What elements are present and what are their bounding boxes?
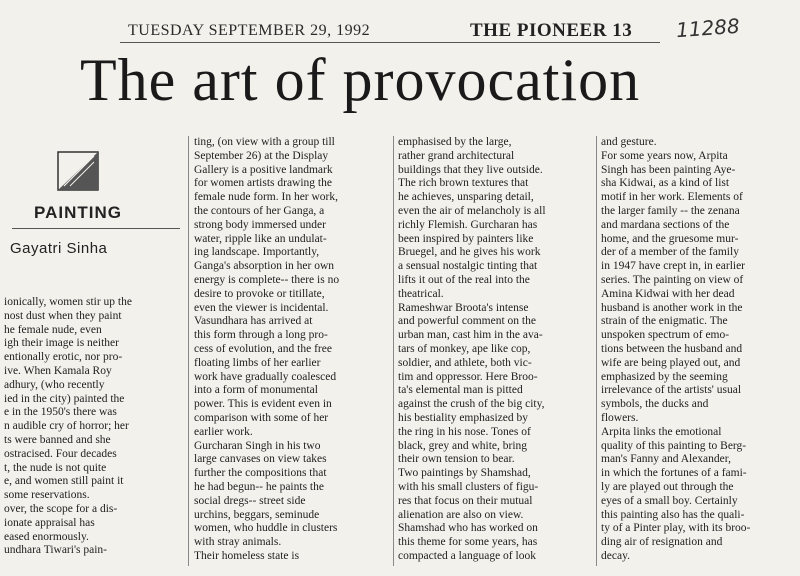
article-text-line: black, grey and white, bring — [398, 439, 528, 452]
article-text-line: igh their image is neither — [4, 337, 119, 350]
article-text-line: been inspired by painters like — [398, 232, 534, 245]
article-text-line: Ganga's absorption in her own — [194, 260, 335, 273]
article-text-line: emphasised by the large, — [398, 136, 512, 148]
article-text-line: entionally erotic, nor pro- — [4, 351, 123, 364]
section-rule — [12, 228, 180, 229]
article-text-line: floating limbs of her earlier — [194, 356, 321, 369]
article-text-line: a sensual nostalgic tinting that — [398, 260, 538, 273]
article-text-line: this theme for some years, has — [398, 536, 538, 549]
article-text-line: der of a member of the family — [601, 246, 739, 259]
article-text-line: with his small clusters of figu- — [398, 480, 539, 493]
article-text-line: Arpita links the emotional — [601, 425, 722, 438]
article-text-line: ding air of resignation and — [601, 536, 723, 549]
article-text-line: flowers. — [601, 411, 639, 424]
article-text-line: symbols, the ducks and — [601, 398, 709, 411]
article-text-line: in 1947 have crept in, in earlier — [601, 260, 746, 273]
article-text-line: cess of evolution, and the free — [194, 342, 332, 355]
article-text-line: the contours of her Ganga, a — [194, 204, 325, 217]
article-text-line: Vasundhara has arrived at — [194, 315, 313, 328]
article-text-line: ostracised. Four decades — [4, 447, 117, 460]
article-text-line: comparison with some of her — [194, 411, 329, 424]
article-text-line: female nude form. In her work, — [194, 191, 339, 204]
article-text-line: man's Fanny and Alexander, — [601, 453, 731, 466]
article-text-line: ta's elemental man is pitted — [398, 384, 523, 397]
article-text-line: unspoken spectrum of emo- — [601, 329, 730, 342]
article-text-line: Shamshad who has worked on — [398, 522, 538, 535]
article-text-line: e in the 1950's there was — [4, 406, 117, 419]
column-divider — [393, 136, 394, 566]
article-text-line: tim and oppressor. Here Broo- — [398, 370, 538, 383]
article-text-line: motif in her work. Elements of — [601, 191, 743, 204]
article-text-line: his bestiality emphasized by — [398, 411, 528, 424]
article-text-line: e, and women still paint it — [4, 475, 124, 488]
article-column-3 — [398, 136, 594, 568]
article-text-line: series. The painting on view of — [601, 273, 744, 286]
article-text-line: buildings that they live outside. — [398, 163, 543, 176]
article-text-line: for women artists drawing the — [194, 177, 332, 190]
article-text-line: desire to provoke or titillate, — [194, 287, 325, 300]
article-text-line: their own tension to bear. — [398, 453, 515, 466]
article-text-line: rather grand architectural — [398, 149, 515, 162]
painting-section-icon — [56, 148, 102, 194]
article-text-line: richly Flemish. Gurcharan has — [398, 218, 538, 231]
article-column-1 — [4, 296, 184, 566]
article-text-line: large canvases on view takes — [194, 453, 327, 466]
article-text-line: n audible cry of horror; her — [4, 420, 129, 433]
article-text-line: Their homeless state is — [194, 549, 300, 562]
article-text-line: res that focus on their mutual — [398, 494, 533, 507]
article-text-line: this form through a long pro- — [194, 329, 328, 342]
article-text-line: The rich brown textures that — [398, 177, 529, 190]
article-text-line: and gesture. — [601, 136, 657, 148]
article-text-line: and mardana sections of the — [601, 218, 730, 231]
article-text-line: ts were banned and she — [4, 433, 111, 446]
article-text-line: ied in the city) painted the — [4, 392, 125, 405]
article-text-line: undhara Tiwari's pain- — [4, 544, 108, 557]
article-text-line: ing landscape. Importantly, — [194, 246, 320, 259]
article-text-line: in which the fortunes of a fami- — [601, 467, 747, 480]
article-text-line: the ring in his nose. Tones of — [398, 425, 531, 438]
article-text-line: social dregs-- street side — [194, 494, 306, 507]
article-text-line: irrelevance of the artists' usual — [601, 384, 742, 397]
article-text-line: eased enormously. — [4, 530, 89, 543]
article-text-line: alienation are also on view. — [398, 508, 524, 521]
article-text-line: with stray animals. — [194, 536, 282, 549]
article-text-line: earlier work. — [194, 425, 253, 438]
article-text-line: Amina Kidwai with her dead — [601, 287, 735, 300]
article-text-line: against the crush of the big city, — [398, 398, 545, 411]
handwritten-note: 11288 — [675, 13, 741, 43]
article-column-4 — [601, 136, 797, 568]
article-text-line: ly are played out through the — [601, 480, 734, 493]
article-text-line: Singh has been painting Aye- — [601, 163, 736, 176]
article-text-line: into a form of monumental — [194, 384, 318, 397]
article-text-line: Rameshwar Broota's intense — [398, 301, 529, 314]
article-text-line: ionically, women stir up the — [4, 296, 132, 308]
article-text-line: ionate appraisal has — [4, 516, 95, 529]
article-text-line: For some years now, Arpita — [601, 149, 728, 162]
byline: Gayatri Sinha — [10, 240, 108, 257]
article-text-line: soldier, and athlete, both vic- — [398, 356, 532, 369]
article-text-line: husband is another work in the — [601, 301, 743, 314]
column-divider — [596, 136, 597, 566]
article-text-line: September 26) at the Display — [194, 149, 329, 162]
article-text-line: Gurcharan Singh in his two — [194, 439, 321, 452]
article-text-line: some reservations. — [4, 489, 90, 502]
article-text-line: Bruegel, and he gives his work — [398, 246, 541, 259]
article-text-line: adhury, (who recently — [4, 378, 105, 391]
article-text-line: further the compositions that — [194, 467, 327, 480]
dateline: TUESDAY SEPTEMBER 29, 1992 — [128, 22, 371, 39]
article-text-line: Gallery is a positive landmark — [194, 163, 333, 176]
article-text-line: compacted a language of look — [398, 549, 536, 562]
article-text-line: strain of the enigmatic. The — [601, 315, 728, 328]
article-text-line: Two paintings by Shamshad, — [398, 467, 531, 480]
article-text-line: power. This is evident even in — [194, 398, 332, 411]
masthead: THE PIONEER 13 — [470, 20, 633, 41]
article-text-line: tions between the husband and — [601, 342, 743, 355]
article-text-line: energy is complete-- there is no — [194, 273, 340, 286]
article-text-line: ting, (on view with a group till — [194, 136, 335, 148]
article-text-line: he had begun-- he paints the — [194, 480, 324, 493]
article-text-line: even the air of melancholy is all — [398, 204, 546, 217]
article-text-line: ive. When Kamala Roy — [4, 364, 112, 377]
article-text-line: women, who huddle in clusters — [194, 522, 338, 535]
article-text-line: emphasized by the seeming — [601, 370, 728, 383]
article-text-line: even the viewer is incidental. — [194, 301, 329, 314]
article-text-line: strong body immersed under — [194, 218, 326, 231]
article-text-line: lifts it out of the real into the — [398, 273, 530, 286]
article-text-line: tars of monkey, ape like cop, — [398, 342, 531, 355]
article-text-line: urban man, cast him in the ava- — [398, 329, 543, 342]
article-text-line: he female nude, even — [4, 323, 102, 336]
article-text-line: over, the scope for a dis- — [4, 502, 118, 515]
article-text-line: nost dust when they paint — [4, 309, 122, 322]
article-text-line: wife are being played out, and — [601, 356, 741, 369]
article-text-line: work have gradually coalesced — [194, 370, 337, 383]
article-text-line: t, the nude is not quite — [4, 461, 107, 474]
column-divider — [188, 136, 189, 566]
article-text-line: urchins, beggars, seminude — [194, 508, 320, 521]
article-text-line: and powerful comment on the — [398, 315, 536, 328]
headline: The art of provocation — [80, 47, 641, 113]
article-column-2 — [194, 136, 390, 568]
article-text-line: theatrical. — [398, 287, 444, 300]
top-rule — [120, 42, 660, 43]
article-text-line: ty of a Pinter play, with its broo- — [601, 522, 751, 535]
article-text-line: decay. — [601, 549, 630, 562]
article-text-line: eyes of a small boy. Certainly — [601, 494, 738, 507]
article-text-line: sha Kidwai, as a kind of list — [601, 177, 730, 190]
article-text-line: water, ripple like an undulat- — [194, 232, 327, 245]
section-label: PAINTING — [34, 203, 122, 222]
article-text-line: this painting also has the quali- — [601, 508, 745, 521]
article-text-line: the larger family -- the zenana — [601, 204, 740, 217]
article-text-line: home, and the gruesome mur- — [601, 232, 739, 245]
article-text-line: he achieves, unsparing detail, — [398, 191, 534, 204]
article-text-line: quality of this painting to Berg- — [601, 439, 747, 452]
